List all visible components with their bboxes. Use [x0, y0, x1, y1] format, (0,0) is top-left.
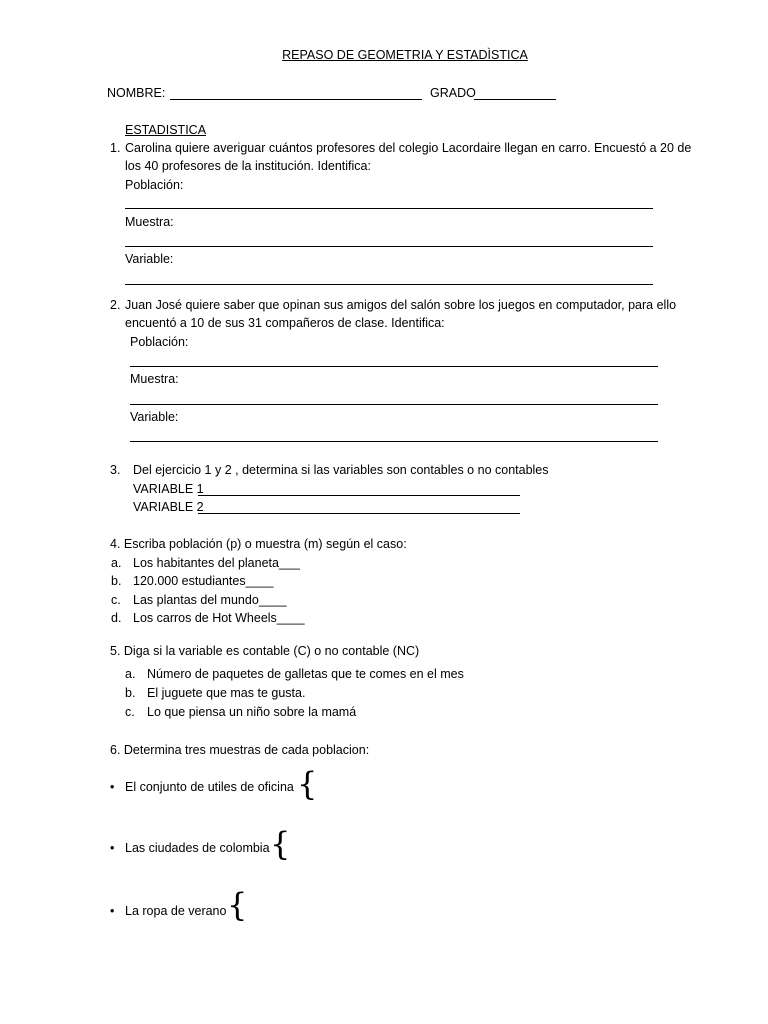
q2-field-poblacion: Población: [130, 335, 189, 349]
q1-field-poblacion: Población: [125, 178, 184, 192]
q4-text: 4. Escriba población (p) o muestra (m) según el caso: [110, 537, 407, 551]
q3-text: Del ejercicio 1 y 2 , determina si las variables son contables o no contables [133, 463, 549, 477]
q5-item-letter: a. [125, 667, 136, 681]
q6-item-text: Las ciudades de colombia [125, 841, 270, 855]
q4-item-text: 120.000 estudiantes____ [133, 574, 274, 588]
q3-answer-line[interactable] [198, 513, 520, 514]
q1-field-muestra: Muestra: [125, 215, 174, 229]
q2-answer-line[interactable] [130, 366, 658, 367]
q5-item-letter: c. [125, 705, 135, 719]
q4-item-letter: a. [111, 556, 122, 570]
q3-variable-1-label: VARIABLE 1 [133, 482, 204, 496]
bullet-icon: • [110, 904, 115, 918]
q3-answer-line[interactable] [198, 495, 520, 496]
nombre-blank[interactable] [170, 99, 422, 100]
q3-variable-2-label: VARIABLE 2 [133, 500, 204, 514]
q6-item-text: La ropa de verano [125, 904, 227, 918]
grado-blank[interactable] [474, 99, 556, 100]
q5-item-letter: b. [125, 686, 136, 700]
q2-answer-line[interactable] [130, 404, 658, 405]
page-title: REPASO DE GEOMETRIA Y ESTADÌSTICA [282, 48, 528, 62]
q2-text-line2: encuentó a 10 de sus 31 compañeros de clase. Identifica: [125, 316, 445, 330]
q4-item-text: Los habitantes del planeta___ [133, 556, 300, 570]
bullet-icon: • [110, 780, 115, 794]
curly-brace-icon: { [227, 886, 248, 924]
curly-brace-icon: { [297, 765, 318, 803]
bullet-icon: • [110, 841, 115, 855]
q5-text: 5. Diga si la variable es contable (C) o no contable (NC) [110, 644, 420, 658]
curly-brace-icon: { [270, 825, 291, 863]
q4-item-letter: b. [111, 574, 122, 588]
grado-label: GRADO [430, 86, 476, 100]
q5-item-text: Lo que piensa un niño sobre la mamá [147, 705, 357, 719]
q4-item-letter: c. [111, 593, 121, 607]
q2-text-line1: Juan José quiere saber que opinan sus amigos del salón sobre los juegos en computador, para ello [125, 298, 677, 312]
q6-item-text: El conjunto de utiles de oficina [125, 780, 294, 794]
q2-answer-line[interactable] [130, 441, 658, 442]
q1-number: 1. [110, 141, 121, 155]
q1-text-line1: Carolina quiere averiguar cuántos profesores del colegio Lacordaire llegan en carro. Encuestó a 20 de [125, 141, 692, 155]
q3-number: 3. [110, 463, 121, 477]
q4-item-text: Las plantas del mundo____ [133, 593, 287, 607]
q5-item-text: Número de paquetes de galletas que te comes en el mes [147, 667, 464, 681]
q1-answer-line[interactable] [125, 246, 653, 247]
q4-item-letter: d. [111, 611, 122, 625]
q4-item-text: Los carros de Hot Wheels____ [133, 611, 305, 625]
nombre-label: NOMBRE: [107, 86, 166, 100]
q1-text-line2: los 40 profesores de la institución. Identifica: [125, 159, 371, 173]
q2-field-muestra: Muestra: [130, 372, 179, 386]
q2-number: 2. [110, 298, 121, 312]
q2-field-variable: Variable: [130, 410, 179, 424]
q6-text: 6. Determina tres muestras de cada poblacion: [110, 743, 370, 757]
q1-field-variable: Variable: [125, 252, 174, 266]
q5-item-text: El juguete que mas te gusta. [147, 686, 306, 700]
q1-answer-line[interactable] [125, 208, 653, 209]
q1-answer-line[interactable] [125, 284, 653, 285]
section-heading: ESTADISTICA [125, 123, 207, 137]
